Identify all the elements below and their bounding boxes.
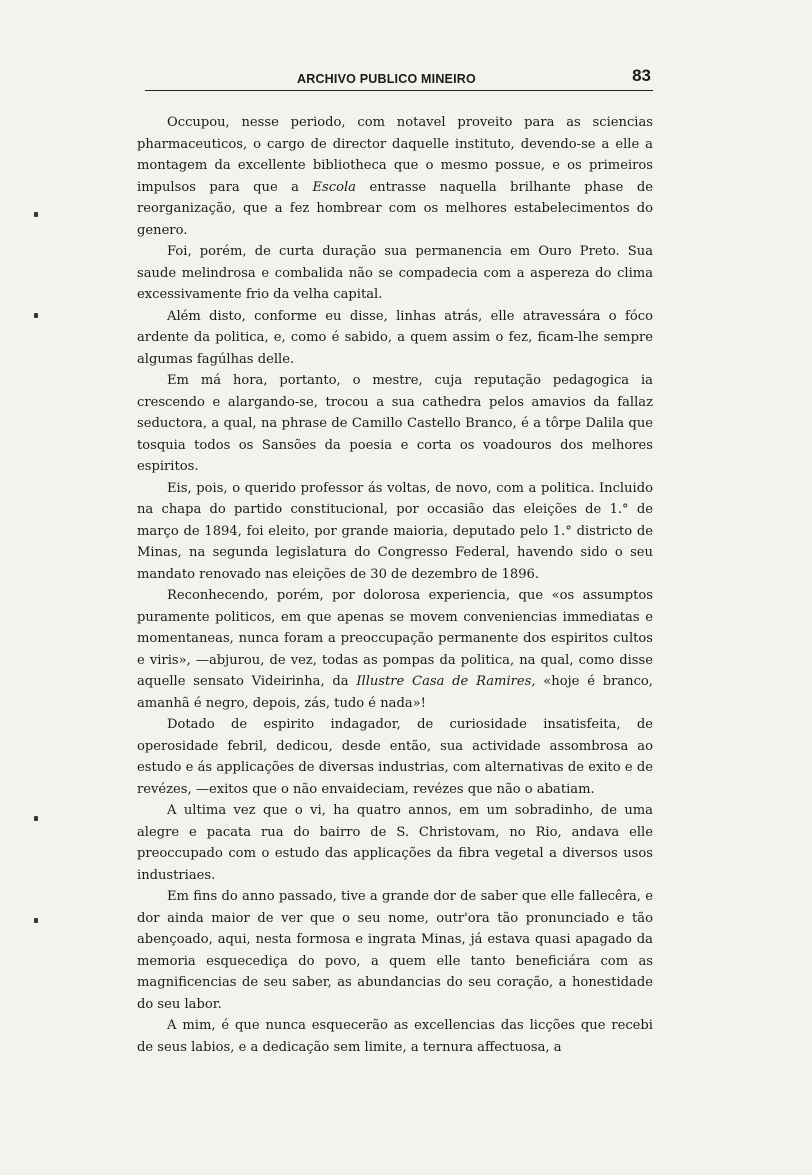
page-number: 83 xyxy=(632,66,651,85)
paragraph-text: Reconhecendo, porém, por dolorosa experiencia, que «os assumptos puramente politicos, em que apenas se movem conveniencias immediatas e momentaneas, nunca foram a preoccupação permanente dos espiritos cultos e viris», —abjurou, de vez, todas as pompas da politica, na qual, como disse aquelle sensato Videirinha, da xyxy=(137,588,653,689)
margin-mark xyxy=(34,918,38,923)
header-rule xyxy=(145,90,653,91)
paragraph: Em fins do anno passado, tive a grande dor de saber que elle fallecêra, e dor ainda maior de ver que o seu nome, outr'ora tão pronunciado e tão abençoado, aqui, nesta formosa e ingrata Minas, já estava quasi apagado da memoria esquecediça do povo, a quem elle tanto beneficiára com as magnificencias de seu saber, as abundancias do seu coração, a honestidade do seu labor. xyxy=(137,889,653,1012)
body-text xyxy=(137,112,653,1058)
paragraph xyxy=(137,585,653,714)
margin-mark xyxy=(34,212,38,217)
paragraph: Foi, porém, de curta duração sua permanencia em Ouro Preto. Sua saude melindrosa e combalida não se compadecia com a aspereza do clima excessivamente frio da velha capital. xyxy=(137,244,653,302)
paragraph-text: Occupou, nesse periodo, com notavel proveito para as sciencias pharmaceuticos, o cargo de director daquelle instituto, devendo-se a elle a montagem da excellente bibliotheca que o mesmo possue, e os primeiros impulsos para que a xyxy=(137,115,653,195)
paragraph xyxy=(137,112,653,241)
paragraph: A mim, é que nunca esquecerão as excellencias das licções que recebi de seus labios, e a dedicação sem limite, a ternura affectuosa, a xyxy=(137,1018,653,1055)
paragraph: Em má hora, portanto, o mestre, cuja reputação pedagogica ia crescendo e alargando-se, trocou a sua cathedra pelos amavios da fallaz seductora, a qual, na phrase de Camillo Castello Branco, é a tôrpe Dalila que tosquia todos os Sansões da poesia e corta os voadouros dos melhores espiritos. xyxy=(137,373,653,474)
paragraph: Dotado de espirito indagador, de curiosidade insatisfeita, de operosidade febril, dedicou, desde então, sua actividade assombrosa ao estudo e ás applicações de diversas industrias, com alternativas de exito e de revézes, —exitos que o não envaideciam, revézes que não o abatiam. xyxy=(137,717,653,797)
running-header xyxy=(145,66,653,90)
margin-mark xyxy=(34,313,38,318)
paragraph: Eis, pois, o querido professor ás voltas, de novo, com a politica. Incluido na chapa do partido constitucional, por occasião das eleições de 1.° de março de 1894, foi eleito, por grande maioria, deputado pelo 1.° districto de Minas, na segunda legislatura do Congresso Federal, havendo sido o seu mandato renovado nas eleições de 30 de dezembro de 1896. xyxy=(137,480,653,582)
paragraph: A ultima vez que o vi, ha quatro annos, em um sobradinho, de uma alegre e pacata rua do bairro de S. Christovam, no Rio, andava elle preoccupado com o estudo das applicações da fibra vegetal a diversos usos industriaes. xyxy=(137,803,653,883)
paragraph: Além disto, conforme eu disse, linhas atrás, elle atravessára o fóco ardente da politica, e, como é sabido, a quem assim o fez, ficam-lhe sempre algumas fagúlhas delle. xyxy=(137,308,653,367)
italic-text: Illustre Casa de Ramires, xyxy=(356,674,536,689)
italic-text: Escola xyxy=(312,179,356,195)
paragraph-text: «hoje é branco, amanhã é negro, depois, zás, tudo é nada»! xyxy=(137,674,653,711)
paragraph-text: entrasse naquella brilhante phase de reorganização, que a fez hombrear com os melhores estabelecimentos do genero. xyxy=(137,179,653,238)
header-title: ARCHIVO PUBLICO MINEIRO xyxy=(297,72,476,86)
margin-mark xyxy=(34,816,38,821)
